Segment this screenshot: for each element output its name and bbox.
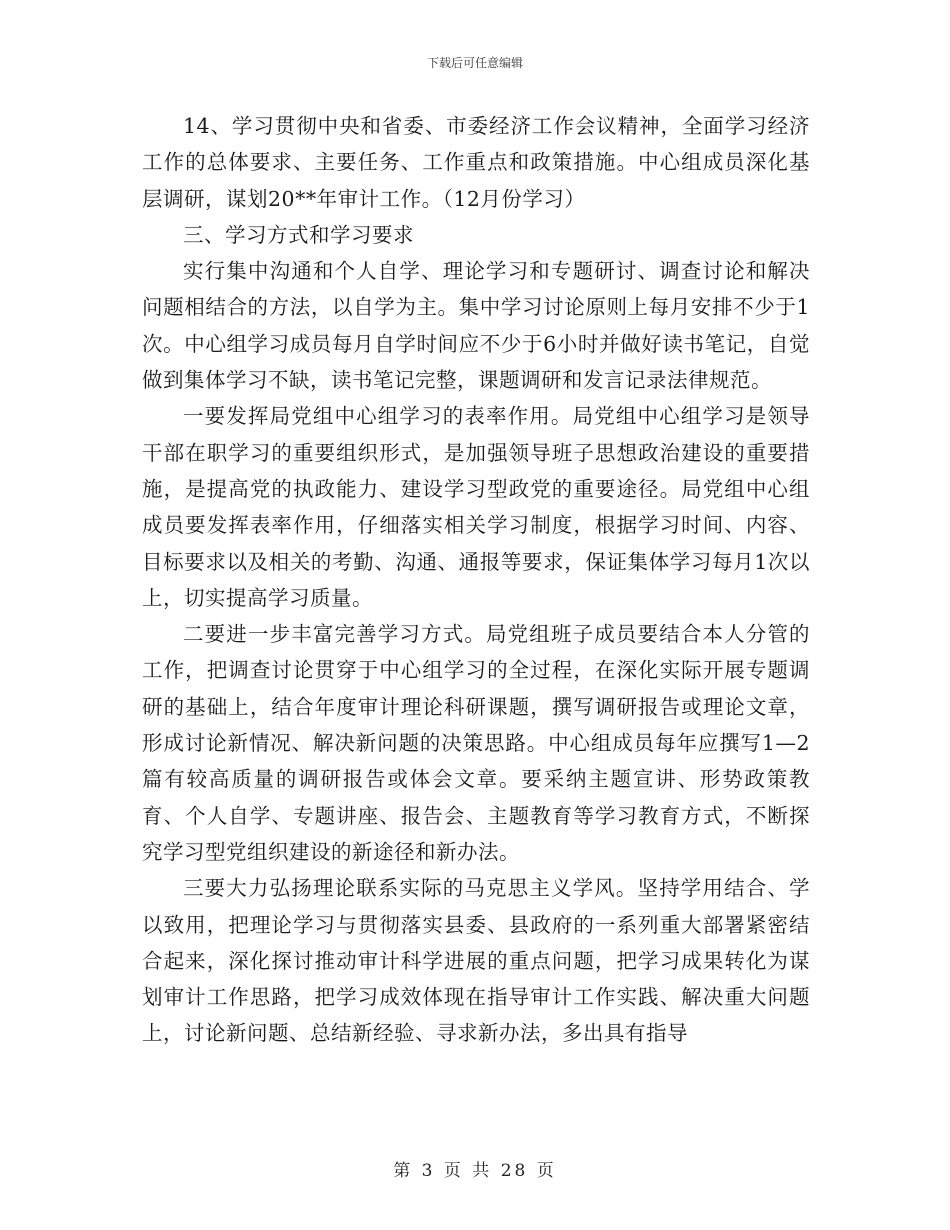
paragraph-item-14: 14、学习贯彻中央和省委、市委经济工作会议精神，全面学习经济工作的总体要求、主要任务、工作重点和政策措施。中心组成员深化基层调研，谋划20**年审计工作。（12月份学习）	[142, 114, 810, 211]
paragraph-enrich-methods: 二要进一步丰富完善学习方式。局党组班子成员要结合本人分管的工作，把调查讨论贯穿于中心组学习的全过程，在深化实际开展专题调研的基础上，结合年度审计理论科研课题，撰写调研报告或理论文章，形成讨论新情况、解决新问题的决策思路。中心组成员每年应撰写1—2篇有较高质量的调研报告或体会文章。要采纳主题宣讲、形势政策教育、个人自学、专题讲座、报告会、主题教育等学习教育方式，不断探究学习型党组织建设的新途径和新办法。	[142, 622, 810, 864]
paragraph-theory-practice: 三要大力弘扬理论联系实际的马克思主义学风。坚持学用结合、学以致用，把理论学习与贯彻落实县委、县政府的一系列重大部署紧密结合起来，深化探讨推动审计科学进展的重点问题，把学习成果转化为谋划审计工作思路，把学习成效体现在指导审计工作实践、解决重大问题上，讨论新问题、总结新经验、寻求新办法，多出具有指导	[142, 876, 810, 1046]
paragraph-exemplary-role: 一要发挥局党组中心组学习的表率作用。局党组中心组学习是领导干部在职学习的重要组织形式，是加强领导班子思想政治建设的重要措施，是提高党的执政能力、建设学习型政党的重要途径。局党组中心组成员要发挥表率作用，仔细落实相关学习制度，根据学习时间、内容、目标要求以及相关的考勤、沟通、通报等要求，保证集体学习每月1次以上，切实提高学习质量。	[142, 404, 810, 610]
section-heading-study-methods: 三、学习方式和学习要求	[183, 222, 414, 247]
page-header: 下载后可任意编辑	[426, 56, 523, 70]
document-body	[142, 108, 810, 1052]
paragraph-study-methods: 实行集中沟通和个人自学、理论学习和专题研讨、调查讨论和解决问题相结合的方法，以自学为主。集中学习讨论原则上每月安排不少于1次。中心组学习成员每月自学时间应不少于6小时并做好读书笔记，自觉做到集体学习不缺，读书笔记完整，课题调研和发言记录法律规范。	[142, 259, 810, 393]
page-number-footer: 第 3 页 共 28 页	[393, 1161, 557, 1181]
